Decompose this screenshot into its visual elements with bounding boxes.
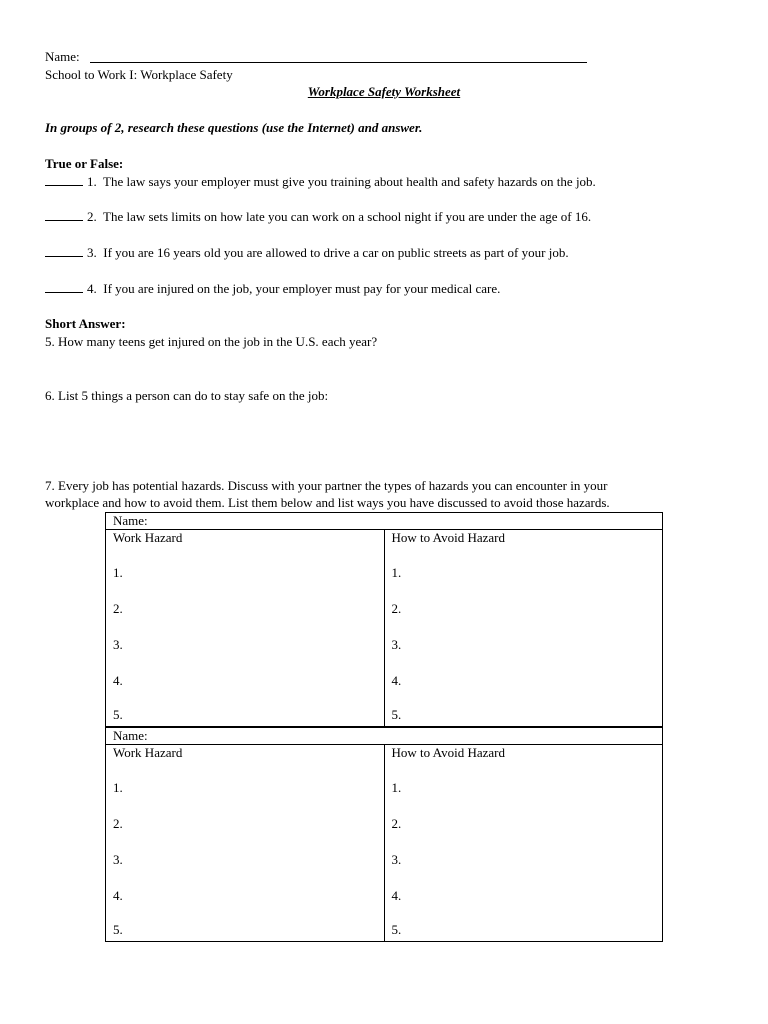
hazard-row-3: 3.: [113, 852, 123, 867]
avoid-row-3: 3.: [391, 637, 402, 652]
answer-blank[interactable]: [45, 245, 83, 257]
table-name-cell[interactable]: Name:: [106, 728, 663, 745]
avoid-hazard-cell[interactable]: [384, 745, 663, 942]
col-header-work-hazard: Work Hazard: [113, 745, 183, 760]
hazard-table-1: [105, 512, 663, 727]
hazard-row-2: 2.: [113, 601, 123, 616]
avoid-hazard-cell[interactable]: [384, 530, 663, 727]
hazard-row-1: 1.: [113, 565, 123, 580]
answer-blank[interactable]: [45, 174, 83, 186]
question-7-line-1: 7. Every job has potential hazards. Discuss with your partner the types of hazards you can encounter in your: [45, 478, 608, 493]
name-label: Name:: [45, 49, 80, 64]
question-5: 5. How many teens get injured on the job in the U.S. each year?: [45, 334, 378, 349]
avoid-row-4: 4.: [391, 673, 402, 688]
name-blank-line[interactable]: [90, 62, 587, 63]
question-7-line-2: workplace and how to avoid them. List them below and list ways you have discussed to avoid those hazards.: [45, 495, 610, 510]
tf-question-3: 3. If you are 16 years old you are allowed to drive a car on public streets as part of your job.: [45, 245, 569, 261]
col-header-work-hazard: Work Hazard: [113, 530, 183, 545]
true-false-heading: True or False:: [45, 156, 124, 171]
instructions: In groups of 2, research these questions (use the Internet) and answer.: [45, 120, 423, 135]
hazard-row-2: 2.: [113, 816, 123, 831]
tf-question-4: 4. If you are injured on the job, your employer must pay for your medical care.: [45, 281, 500, 297]
question-6: 6. List 5 things a person can do to stay safe on the job:: [45, 388, 329, 403]
avoid-row-2: 2.: [391, 816, 402, 831]
hazard-row-4: 4.: [113, 673, 123, 688]
tf-question-2: 2. The law sets limits on how late you can work on a school night if you are under the age of 16.: [45, 209, 591, 225]
avoid-row-2: 2.: [391, 601, 402, 616]
avoid-row-5: 5.: [391, 707, 402, 722]
avoid-row-4: 4.: [391, 888, 402, 903]
hazard-row-4: 4.: [113, 888, 123, 903]
answer-blank[interactable]: [45, 209, 83, 221]
worksheet-title: Workplace Safety Worksheet: [307, 84, 461, 99]
avoid-row-3: 3.: [391, 852, 402, 867]
tf-question-1: 1. The law says your employer must give you training about health and safety hazards on the job.: [45, 174, 596, 190]
work-hazard-cell[interactable]: [106, 530, 385, 727]
hazard-row-5: 5.: [113, 922, 123, 937]
answer-blank[interactable]: [45, 281, 83, 293]
hazard-row-3: 3.: [113, 637, 123, 652]
avoid-row-5: 5.: [391, 922, 402, 937]
col-header-avoid-hazard: How to Avoid Hazard: [391, 745, 505, 760]
table-name-cell[interactable]: Name:: [106, 513, 663, 530]
course-title: School to Work I: Workplace Safety: [45, 67, 233, 82]
short-answer-heading: Short Answer:: [45, 316, 126, 331]
col-header-avoid-hazard: How to Avoid Hazard: [391, 530, 505, 545]
avoid-row-1: 1.: [391, 565, 402, 580]
avoid-row-1: 1.: [391, 780, 402, 795]
hazard-row-1: 1.: [113, 780, 123, 795]
hazard-row-5: 5.: [113, 707, 123, 722]
hazard-table-2: [105, 727, 663, 942]
work-hazard-cell[interactable]: [106, 745, 385, 942]
